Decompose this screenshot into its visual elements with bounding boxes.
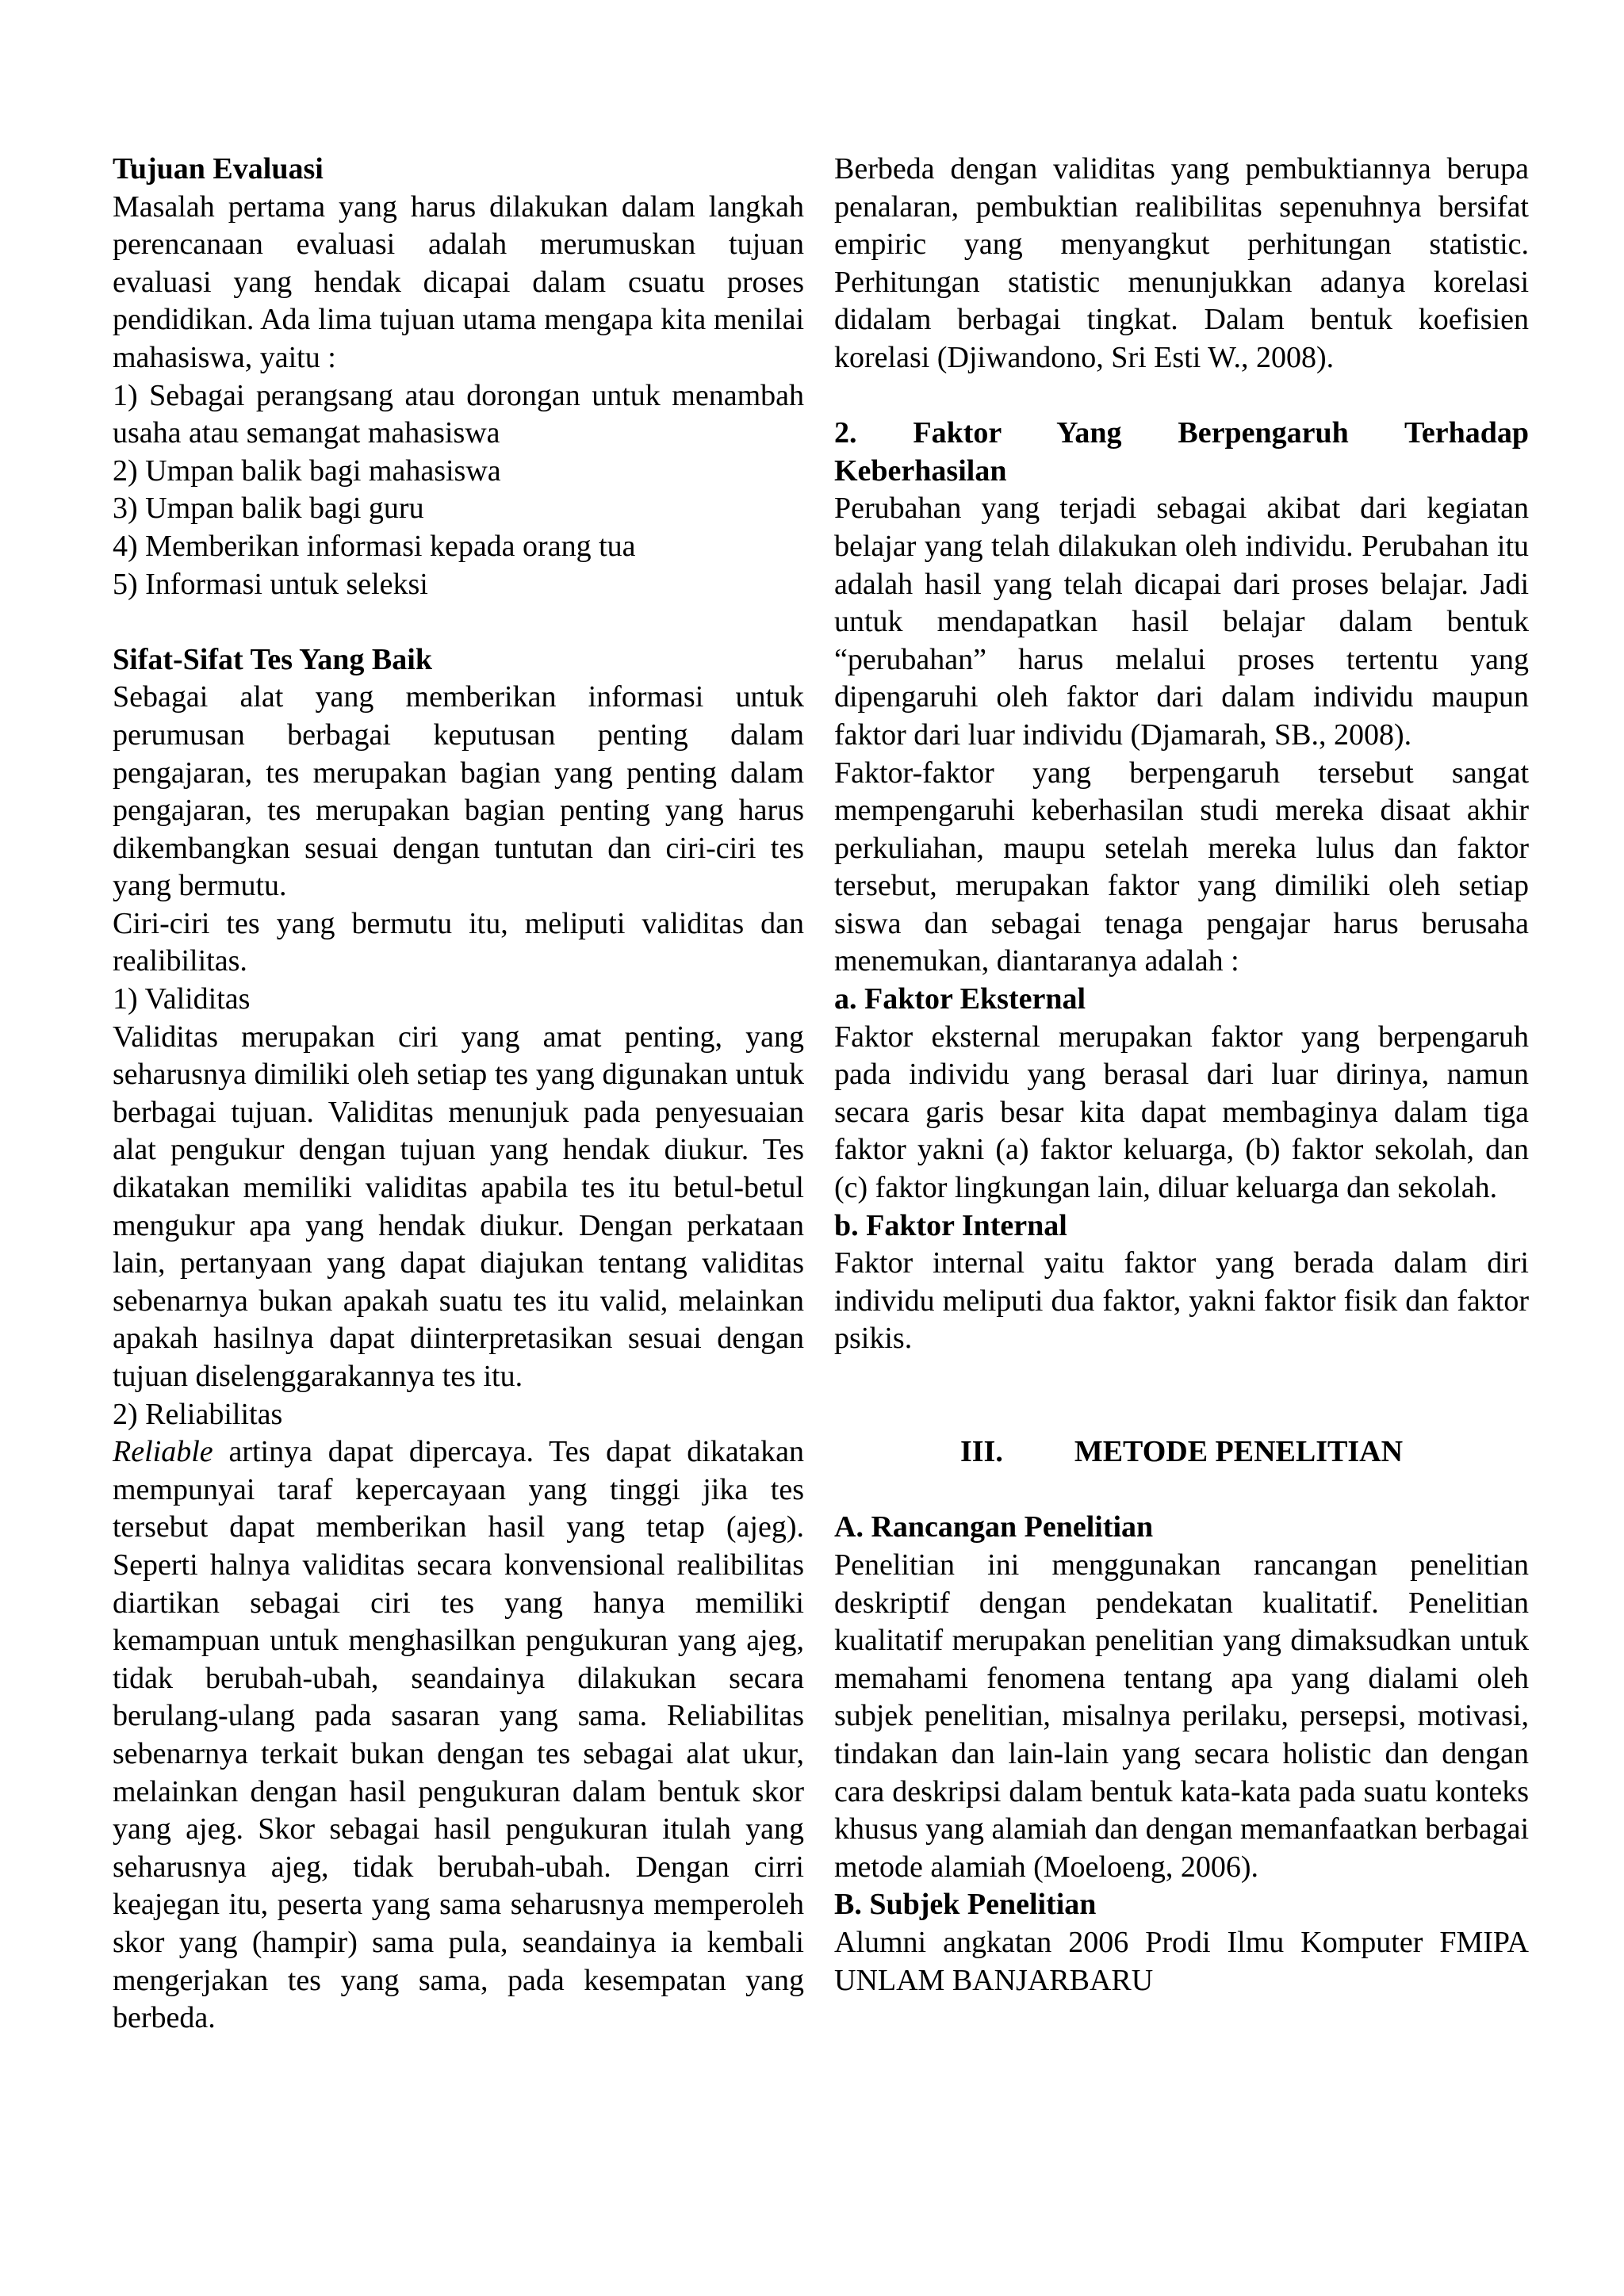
tujuan-item-2: 2) Umpan balik bagi mahasiswa bbox=[113, 453, 501, 488]
tujuan-evaluasi-heading: Tujuan Evaluasi bbox=[113, 152, 324, 186]
faktor-heading-line-1: 2. Faktor Yang Berpengaruh Terhadap bbox=[834, 416, 1529, 450]
reliabilitas-paragraph bbox=[113, 1433, 804, 2038]
faktor-paragraph-1: Perubahan yang terjadi sebagai akibat dari kegiatan belajar yang telah dilakukan oleh individu. Perubahan itu adalah hasil yang telah dicapai dari proses belajar. Jadi untuk mendapatkan hasil belajar dalam bentuk “perubahan” harus melalui proses tertentu yang dipengaruhi oleh faktor dari dalam individu maupun faktor dari luar individu (Djamarah, SB., 2008). bbox=[834, 492, 1529, 752]
reliable-italic-term: Reliable bbox=[113, 1435, 213, 1469]
faktor-eksternal-heading: a. Faktor Eksternal bbox=[834, 982, 1086, 1016]
spacer bbox=[834, 1358, 1529, 1396]
tujuan-item-3: 3) Umpan balik bagi guru bbox=[113, 492, 424, 526]
berbeda-paragraph: Berbeda dengan validitas yang pembuktiannya berupa penalaran, pembuktian realibilitas sepenuhnya bersifat empiric yang menyangkut perhitungan statistic. Perhitungan statistic menunjukkan adanya korelasi didalam berbagai tingkat. Dalam bentuk koefisien korelasi (Djiwandono, Sri Esti W., 2008). bbox=[834, 152, 1529, 374]
left-column bbox=[113, 151, 804, 2038]
section-title-metode bbox=[834, 1433, 1529, 1471]
faktor-heading-line-2: Keberhasilan bbox=[834, 453, 1007, 488]
rancangan-paragraph: Penelitian ini menggunakan rancangan penelitian deskriptif dengan pendekatan kualitatif. Penelitian kualitatif merupakan penelitian yang dimaksudkan untuk memahami fenomena tentang apa yang dialami oleh subjek penelitian, misalnya perilaku, persepsi, motivasi, tindakan dan lain-lain yang secara holistic dan dengan cara deskripsi dalam bentuk kata-kata pada suatu konteks khusus yang alamiah dan dengan memanfaatkan berbagai metode alamiah (Moeloeng, 2006). bbox=[834, 1548, 1529, 1884]
subjek-paragraph: Alumni angkatan 2006 Prodi Ilmu Komputer FMIPA UNLAM BANJARBARU bbox=[834, 1925, 1529, 1997]
reliabilitas-label: 2) Reliabilitas bbox=[113, 1397, 283, 1431]
right-column bbox=[834, 151, 1529, 1999]
spacer bbox=[834, 1396, 1529, 1434]
tujuan-evaluasi-paragraph: Masalah pertama yang harus dilakukan dalam langkah perencanaan evaluasi adalah merumuskan tujuan evaluasi yang hendak dicapai dalam csuatu proses pendidikan. Ada lima tujuan utama mengapa kita menilai mahasiswa, yaitu : bbox=[113, 189, 804, 374]
faktor-eksternal-paragraph: Faktor eksternal merupakan faktor yang berpengaruh pada individu yang berasal dari luar dirinya, namun secara garis besar kita dapat membaginya dalam tiga faktor yakni (a) faktor keluarga, (b) faktor sekolah, dan (c) faktor lingkungan lain, diluar keluarga dan sekolah. bbox=[834, 1020, 1529, 1205]
spacer bbox=[834, 377, 1529, 415]
reliabilitas-text: artinya dapat dipercaya. Tes dapat dikatakan mempunyai taraf kepercayaan yang tinggi jika tes tersebut dapat memberikan hasil yang tetap (ajeg). Seperti halnya validitas secara konvensional realibilitas diartikan sebagai ciri tes yang hanya memiliki kemampuan untuk menghasilkan pengukuran yang ajeg, tidak berubah-ubah, seandainya dilakukan secara berulang-ulang pada sasaran yang sama. Reliabilitas sebenarnya terkait bukan dengan tes sebagai alat ukur, melainkan dengan hasil pengukuran dalam bentuk skor yang ajeg. Skor sebagai hasil pengukuran itulah yang seharusnya ajeg, tidak berubah-ubah. Dengan cirri keajegan itu, peserta yang sama seharusnya memperoleh skor yang (hampir) sama pula, seandainya ia kembali mengerjakan tes yang sama, pada kesempatan yang berbeda. bbox=[113, 1435, 804, 2035]
section-number: III. bbox=[959, 1435, 1003, 1469]
subjek-heading: B. Subjek Penelitian bbox=[834, 1888, 1097, 1922]
sifat-tes-paragraph-1: Sebagai alat yang memberikan informasi untuk perumusan berbagai keputusan penting dalam pengajaran, tes merupakan bagian yang penting dalam pengajaran, tes merupakan bagian penting yang harus dikembangkan sesuai dengan tuntutan dan ciri-ciri tes yang bermutu. bbox=[113, 680, 804, 903]
tujuan-item-1: 1) Sebagai perangsang atau dorongan untuk menambah usaha atau semangat mahasiswa bbox=[113, 378, 804, 450]
faktor-internal-heading: b. Faktor Internal bbox=[834, 1208, 1067, 1242]
spacer bbox=[834, 1471, 1529, 1510]
validitas-paragraph: Validitas merupakan ciri yang amat penting, yang seharusnya dimiliki oleh setiap tes yang digunakan untuk berbagai tujuan. Validitas menunjuk pada penyesuaian alat pengukur dengan tujuan yang hendak diukur. Tes dikatakan memiliki validitas apabila tes itu betul-betul mengukur apa yang hendak diukur. Dengan perkataan lain, pertanyaan yang dapat diajukan tentang validitas sebenarnya bukan apakah suatu tes itu valid, melainkan apakah hasilnya dapat diinterpretasikan sesuai dengan tujuan diselenggarakannya tes itu. bbox=[113, 1020, 804, 1393]
faktor-internal-paragraph: Faktor internal yaitu faktor yang berada dalam diri individu meliputi dua faktor, yakni faktor fisik dan faktor psikis. bbox=[834, 1246, 1529, 1356]
rancangan-heading: A. Rancangan Penelitian bbox=[834, 1510, 1154, 1544]
tujuan-item-4: 4) Memberikan informasi kepada orang tua bbox=[113, 529, 636, 563]
sifat-tes-paragraph-2: Ciri-ciri tes yang bermutu itu, meliputi validitas dan realibilitas. bbox=[113, 906, 804, 978]
section-title-text: METODE PENELITIAN bbox=[1074, 1435, 1404, 1469]
tujuan-item-5: 5) Informasi untuk seleksi bbox=[113, 567, 428, 601]
sifat-tes-heading: Sifat-Sifat Tes Yang Baik bbox=[113, 642, 432, 676]
faktor-paragraph-2: Faktor-faktor yang berpengaruh tersebut sangat mempengaruhi keberhasilan studi mereka disaat akhir perkuliahan, maupu setelah mereka lulus dan faktor tersebut, merupakan faktor yang dimiliki oleh setiap siswa dan sebagai tenaga pengajar harus berusaha menemukan, diantaranya adalah : bbox=[834, 756, 1529, 978]
validitas-label: 1) Validitas bbox=[113, 982, 251, 1016]
spacer bbox=[113, 603, 804, 641]
